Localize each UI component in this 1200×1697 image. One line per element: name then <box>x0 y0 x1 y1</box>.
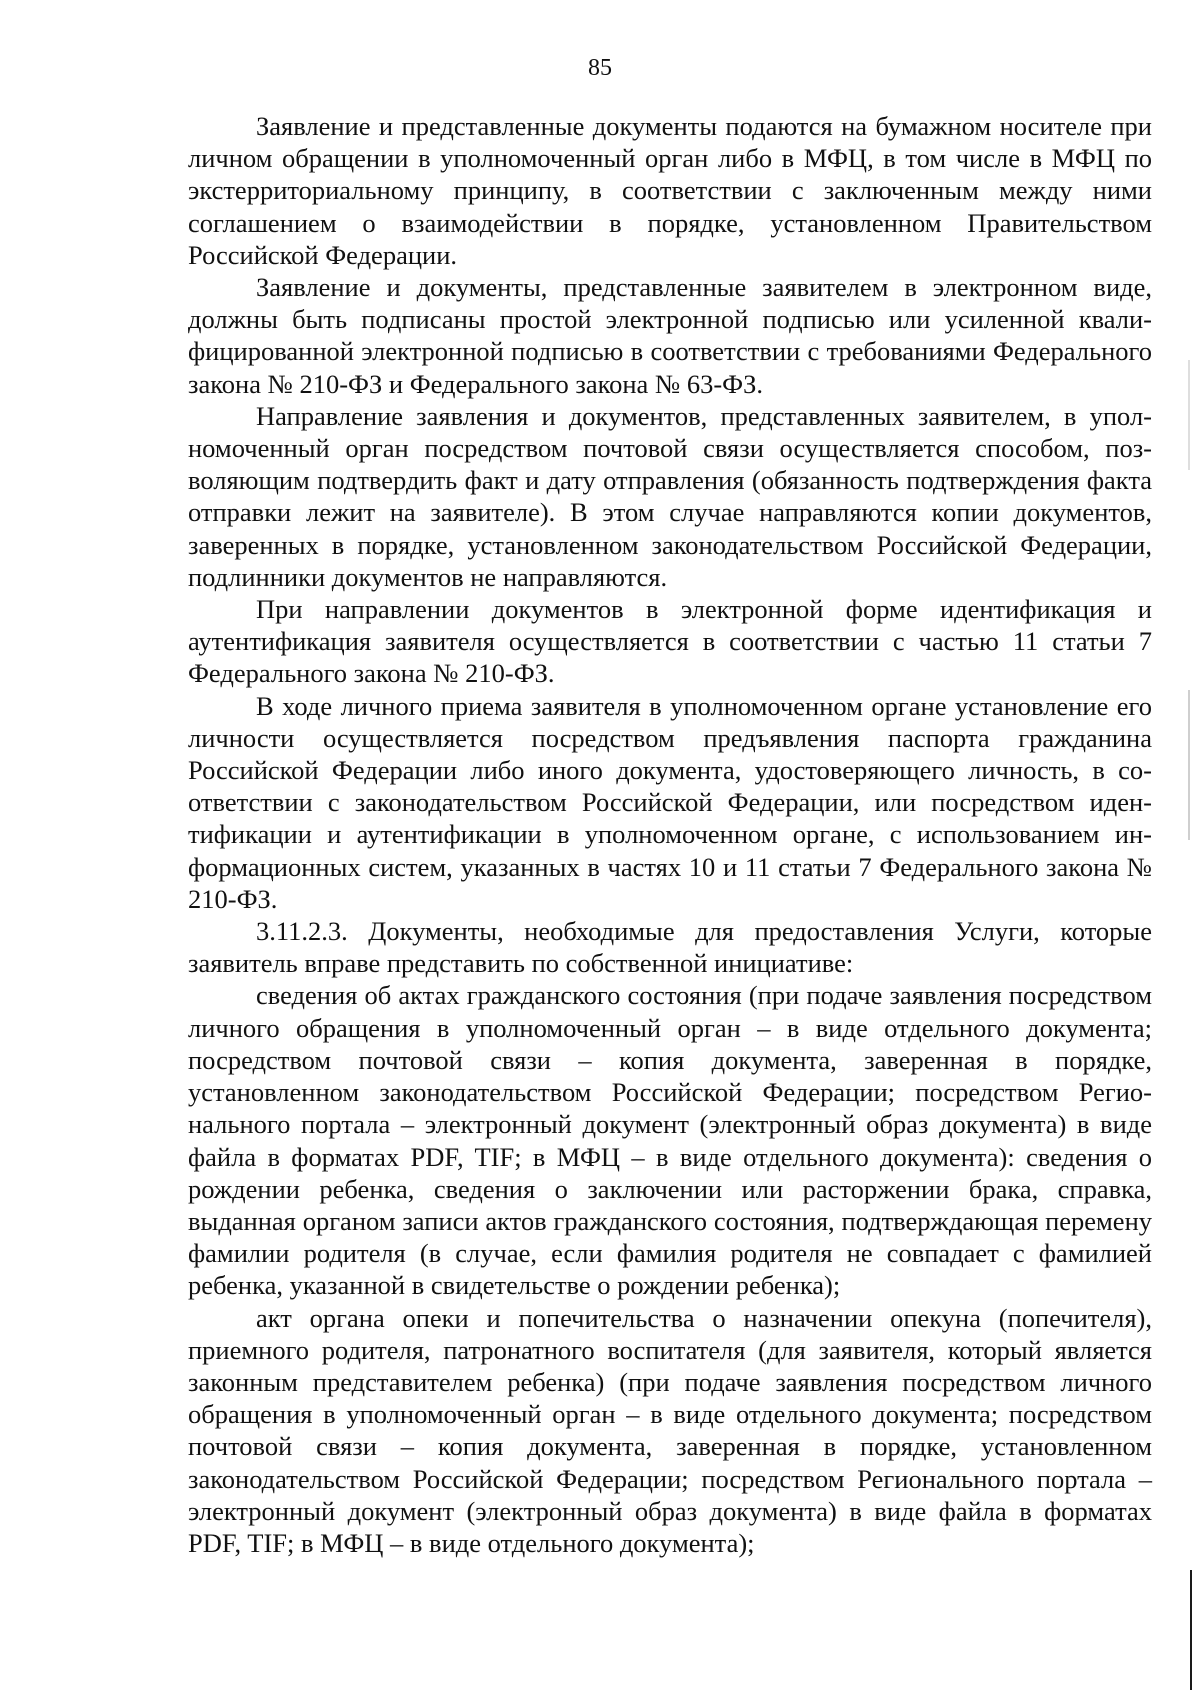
paragraph-civil-status-records: сведения об актах гражданского состояния (при подаче заявления посредством личного обращения в уполномоченный орган – в виде отдельного документа; посредством почтовой связи – копия документа, заверенная в порядке, установленном законодательством Российской Федерации; посредством Регионального портала – электронный документ (электронный образ документа) в виде файла в форматах PDF, TIF; в МФЦ – в виде отдельного документа): сведения о рождении ребенка, сведения о заключении или расторжении брака, справка, выданная органом записи актов гражданского состояния, подтверждающая перемену фамилии родителя (в случае, если фамилия родителя не совпадает с фамилией ребенка, указанной в свидетельстве о рождении ребенка); <box>188 980 1152 1301</box>
scan-edge-mark <box>1190 1570 1192 1690</box>
paragraph-postal-submission: Направление заявления и документов, представленных заявителем, в уполномоченный орган посредством почтовой связи осуществляется способом, позволяющим подтвердить факт и дату отправления (обязанность подтверждения факта отправки лежит на заявителе). В этом случае направляются копии документов, заверенных в порядке, установленном законодательством Российской Федерации, подлинники документов не направляются. <box>188 400 1152 592</box>
page-number: 85 <box>588 55 612 81</box>
paragraph-section-3-11-2-3: 3.11.2.3. Документы, необходимые для предоставления Услуги, которые заявитель вправе представить по собственной инициативе: <box>188 916 1152 979</box>
paragraph-guardianship-act: акт органа опеки и попечительства о назначении опекуна (попечителя), приемного родителя, патронатного воспитателя (для заявителя, который является законным представителем ребенка) (при подаче заявления посредством личного обращения в уполномоченный орган – в виде отдельного документа; посредством почтовой связи – копия документа, заверенная в порядке, установленном законодательством Российской Федерации; посредством Регионального портала – электронный документ (электронный образ документа) в виде файла в форматах PDF, TIF; в МФЦ – в виде отдельного документа); <box>188 1302 1152 1558</box>
paragraph-paper-submission: Заявление и представленные документы подаются на бумажном носителе при личном обращении в уполномоченный орган либо в МФЦ, в том числе в МФЦ по экстерриториальному принципу, в соответствии с заключенным между ними соглашением о взаимодействии в порядке, установленном Правительством Российской Федерации. <box>188 111 1152 270</box>
paragraph-electronic-signature: Заявление и документы, представленные заявителем в электронном виде, должны быть подписаны простой электронной подписью или усиленной квалифицированной электронной подписью в соответствии с требованиями Федерального закона № 210-ФЗ и Федерального закона № 63-ФЗ. <box>188 272 1152 399</box>
paragraph-personal-reception: В ходе личного приема заявителя в уполномоченном органе установление его личности осуществляется посредством предъявления паспорта гражданина Российской Федерации либо иного документа, удостоверяющего личность, в соответствии с законодательством Российской Федерации, или посредством идентификации и аутентификации в уполномоченном органе, с использованием информационных систем, указанных в частях 10 и 11 статьи 7 Федерального закона № 210-ФЗ. <box>188 690 1152 914</box>
scan-edge-mark <box>1188 360 1190 470</box>
scan-edge-mark <box>1188 690 1190 840</box>
document-body <box>188 110 1152 1559</box>
paragraph-electronic-identification: При направлении документов в электронной форме идентификация и аутентификация заявителя осуществляется в соответствии с частью 11 статьи 7 Федерального закона № 210-ФЗ. <box>188 594 1152 689</box>
